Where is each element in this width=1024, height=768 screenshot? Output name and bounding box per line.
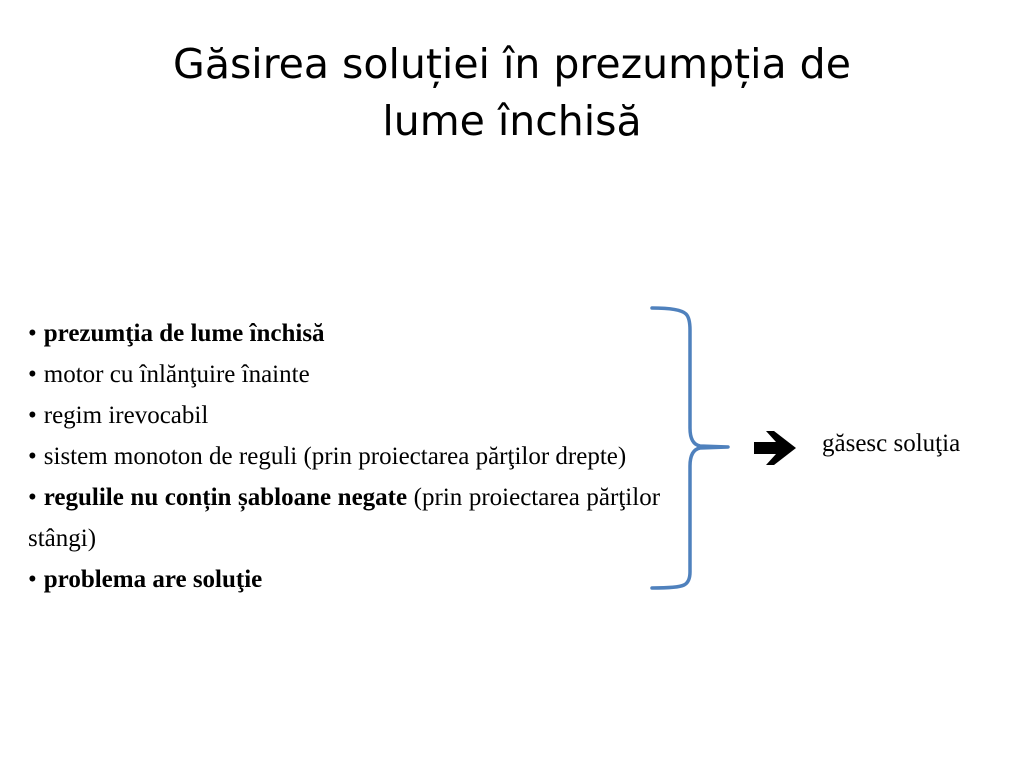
list-item bbox=[28, 559, 660, 600]
slide-title bbox=[60, 36, 964, 150]
item-text: motor cu înlănţuire înainte bbox=[43, 361, 310, 388]
bullet-icon: • bbox=[28, 320, 37, 347]
conditions-list bbox=[28, 313, 660, 600]
item-text: regim irevocabil bbox=[43, 402, 209, 429]
right-brace-icon bbox=[640, 300, 740, 600]
item-bold-text: problema are soluţie bbox=[43, 566, 263, 593]
title-line-2: lume închisă bbox=[382, 97, 642, 145]
list-item bbox=[28, 395, 660, 436]
bullet-icon: • bbox=[28, 361, 37, 388]
brace-path bbox=[652, 308, 728, 588]
right-arrow-icon bbox=[752, 428, 800, 468]
list-item bbox=[28, 436, 660, 477]
list-item bbox=[28, 313, 660, 354]
bullet-icon: • bbox=[28, 443, 37, 470]
title-line-1: Găsirea soluției în prezumpția de bbox=[173, 40, 851, 88]
item-bold-text: prezumţia de lume închisă bbox=[43, 320, 325, 347]
list-item bbox=[28, 354, 660, 395]
bullet-icon: • bbox=[28, 402, 37, 429]
result-text: găsesc soluţia bbox=[822, 430, 961, 457]
bullet-icon: • bbox=[28, 566, 37, 593]
bullet-icon: • bbox=[28, 484, 37, 511]
item-bold-text: regulile nu conțin șabloane negate bbox=[43, 484, 408, 511]
list-item bbox=[28, 477, 660, 559]
item-text: sistem monoton de reguli (prin proiectarea părţilor drepte) bbox=[43, 443, 627, 470]
item-text: (prin proiectarea părţilor stângi) bbox=[28, 484, 661, 552]
